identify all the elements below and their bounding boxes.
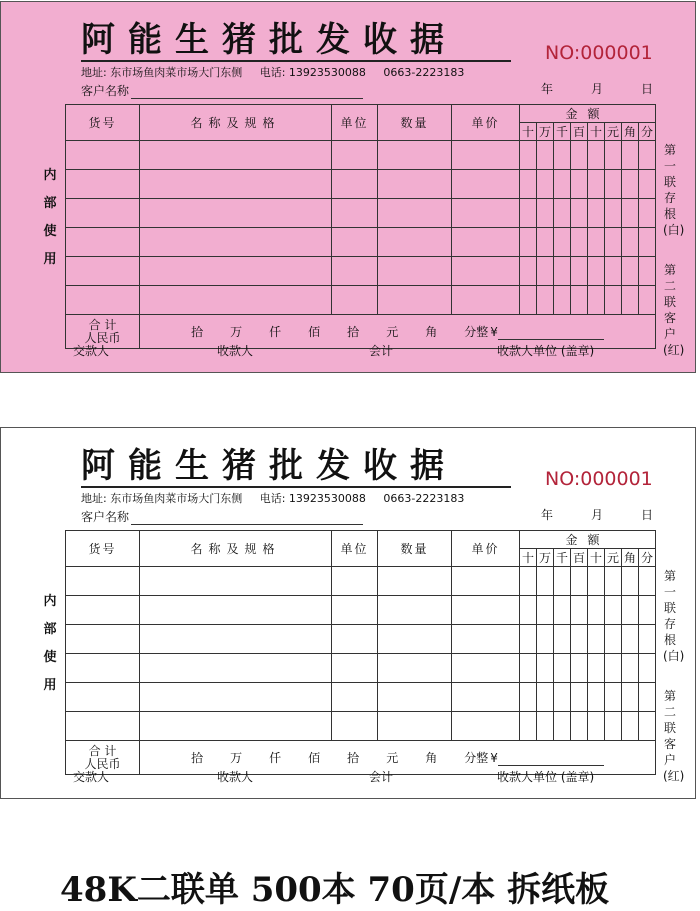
date-field	[541, 80, 691, 97]
table-row	[66, 170, 656, 199]
date-field	[541, 506, 691, 523]
amount-unit: 分	[639, 123, 656, 141]
amount-unit: 十	[588, 549, 605, 567]
footer-receiver: 收款人	[217, 770, 254, 784]
side-char: 内	[43, 594, 57, 609]
col-amount: 金额	[520, 105, 656, 123]
copy-label-1: 第一联存根(白)	[663, 143, 685, 237]
side-char: 部	[43, 196, 57, 211]
table-row	[66, 286, 656, 315]
side-char: 部	[43, 622, 57, 637]
upper-unit: 元	[386, 325, 399, 339]
date-month: 月	[591, 508, 604, 522]
amount-unit: 百	[571, 123, 588, 141]
date-year: 年	[541, 508, 554, 522]
upper-unit: 万	[230, 325, 243, 339]
yen-symbol: ¥	[490, 325, 498, 339]
receipt-title: 阿能生猪批发收据	[81, 20, 457, 60]
footer-accountant: 会计	[369, 344, 394, 358]
phone-2: 0663-2223183	[383, 66, 465, 79]
footer-unit-stamp: 收款人单位 (盖章)	[497, 344, 595, 358]
yen-symbol: ¥	[490, 751, 498, 765]
total-label-2: 人民币	[84, 756, 121, 771]
customer-label: 客户名称	[81, 84, 130, 98]
date-day: 日	[641, 82, 654, 96]
phone: 电话: 13923530088	[259, 492, 366, 505]
title-underline	[81, 60, 511, 62]
goods-table	[65, 530, 656, 775]
total-amount-line	[498, 327, 604, 340]
col-name-spec: 名称及规格	[140, 105, 332, 141]
phone-2: 0663-2223183	[383, 492, 465, 505]
upper-unit: 拾	[347, 325, 360, 339]
bottom-caption: 48K二联单 500本 70页/本 拆纸板	[60, 870, 610, 910]
receipt-number: NO:000001	[545, 42, 653, 64]
footer-receiver: 收款人	[217, 344, 254, 358]
customer-line	[131, 86, 363, 99]
amount-unit: 百	[571, 549, 588, 567]
table-row	[66, 141, 656, 170]
col-item-no: 货号	[66, 531, 140, 567]
amount-unit: 万	[537, 549, 554, 567]
side-char: 使	[43, 224, 57, 239]
table-row	[66, 228, 656, 257]
total-label-2: 人民币	[84, 330, 121, 345]
footer-unit-stamp: 收款人单位 (盖章)	[497, 770, 595, 784]
upper-unit: 万	[230, 751, 243, 765]
table-row	[66, 257, 656, 286]
address: 地址: 东市场鱼肉菜市场大门东侧	[81, 492, 243, 505]
footer-payer: 交款人	[73, 770, 110, 784]
col-amount: 金额	[520, 531, 656, 549]
amount-unit: 十	[520, 123, 537, 141]
title-underline	[81, 486, 511, 488]
col-unit: 单位	[332, 105, 378, 141]
amount-unit: 元	[605, 123, 622, 141]
col-quantity: 数量	[378, 105, 452, 141]
receipt-pink	[0, 1, 696, 373]
side-char: 使	[43, 650, 57, 665]
col-item-no: 货号	[66, 105, 140, 141]
upper-unit: 拾	[347, 751, 360, 765]
amount-unit: 分	[639, 549, 656, 567]
upper-unit: 分整	[464, 325, 489, 339]
upper-unit: 拾	[191, 751, 204, 765]
upper-unit: 佰	[308, 751, 321, 765]
amount-unit: 十	[520, 549, 537, 567]
table-row	[66, 199, 656, 228]
upper-unit: 佰	[308, 325, 321, 339]
table-row	[66, 712, 656, 741]
customer-name-field	[81, 508, 363, 525]
side-char: 用	[43, 678, 57, 693]
customer-name-field	[81, 82, 363, 99]
receipt-number: NO:000001	[545, 468, 653, 490]
address: 地址: 东市场鱼肉菜市场大门东侧	[81, 66, 243, 79]
table-row	[66, 654, 656, 683]
internal-use-label	[41, 162, 59, 274]
internal-use-label	[41, 588, 59, 700]
date-day: 日	[641, 508, 654, 522]
upper-unit: 元	[386, 751, 399, 765]
upper-unit: 角	[425, 751, 438, 765]
amount-unit: 千	[554, 549, 571, 567]
date-month: 月	[591, 82, 604, 96]
phone: 电话: 13923530088	[259, 66, 366, 79]
table-row	[66, 596, 656, 625]
copy-label-2: 第二联客户(红)	[663, 689, 685, 783]
goods-table	[65, 104, 656, 349]
total-amount-line	[498, 753, 604, 766]
col-unit-price: 单价	[452, 105, 520, 141]
table-row	[66, 567, 656, 596]
upper-unit: 分整	[464, 751, 489, 765]
col-unit: 单位	[332, 531, 378, 567]
receipt-title: 阿能生猪批发收据	[81, 446, 457, 486]
amount-unit: 万	[537, 123, 554, 141]
customer-label: 客户名称	[81, 510, 130, 524]
col-unit-price: 单价	[452, 531, 520, 567]
contact-info	[81, 490, 478, 506]
copy-label-2: 第二联客户(红)	[663, 263, 685, 357]
upper-unit: 仟	[269, 751, 282, 765]
side-char: 用	[43, 252, 57, 267]
side-char: 内	[43, 168, 57, 183]
upper-unit: 角	[425, 325, 438, 339]
receipt-white	[0, 427, 696, 799]
col-quantity: 数量	[378, 531, 452, 567]
amount-unit: 千	[554, 123, 571, 141]
amount-unit: 角	[622, 123, 639, 141]
col-name-spec: 名称及规格	[140, 531, 332, 567]
amount-unit: 角	[622, 549, 639, 567]
contact-info	[81, 64, 478, 80]
footer-accountant: 会计	[369, 770, 394, 784]
customer-line	[131, 512, 363, 525]
upper-unit: 拾	[191, 325, 204, 339]
copy-label-1: 第一联存根(白)	[663, 569, 685, 663]
total-label-1: 合 计	[88, 743, 117, 758]
table-row	[66, 683, 656, 712]
total-label-1: 合 计	[88, 317, 117, 332]
amount-unit: 元	[605, 549, 622, 567]
table-row	[66, 625, 656, 654]
date-year: 年	[541, 82, 554, 96]
footer-payer: 交款人	[73, 344, 110, 358]
amount-unit: 十	[588, 123, 605, 141]
upper-unit: 仟	[269, 325, 282, 339]
